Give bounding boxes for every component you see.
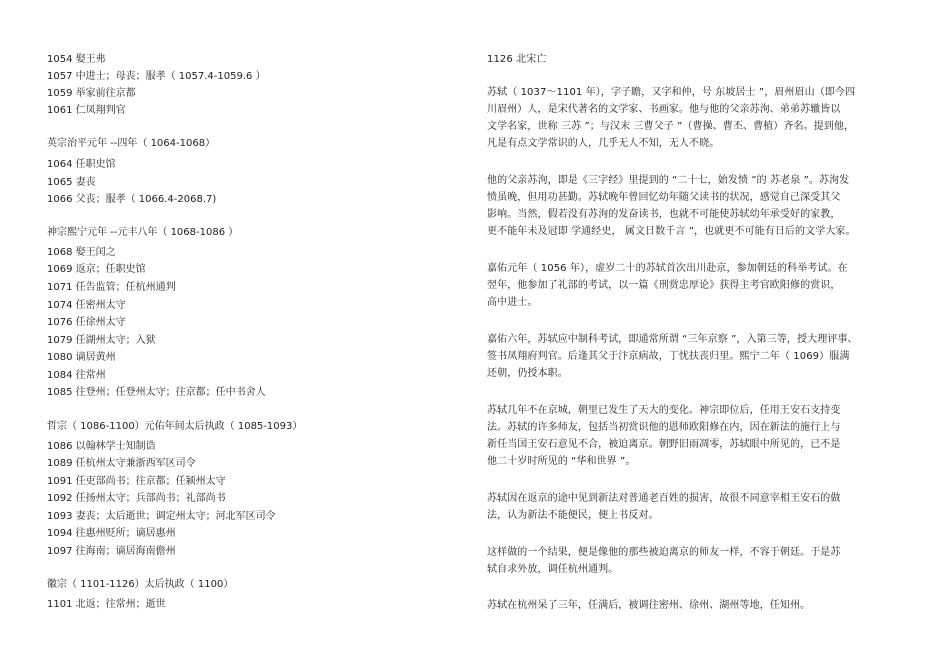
- timeline-entry: 1126 北宋亡: [487, 54, 547, 65]
- era-heading: 徽宗（ 1101-1126）太后执政（ 1100）: [47, 579, 234, 590]
- timeline-entry: 1071 任告监管；任杭州通判: [47, 282, 176, 293]
- paragraph-line: 高中进士。: [487, 297, 538, 308]
- paragraph-line: 文学名家，世称 三苏 ”；与汉末 三曹父子 ”（曹操、曹丕、曹植）齐名。提到他，: [487, 121, 855, 132]
- timeline-entry: 1089 任杭州太守兼浙西军区司令: [47, 458, 196, 469]
- paragraph-line: 嘉佑元年（ 1056 年），虚岁二十的苏轼首次出川赴京，参加朝廷的科举考试。在: [487, 263, 848, 274]
- paragraph-line: 苏轼在杭州呆了三年，任满后，被调往密州、徐州、湖州等地，任知州。: [487, 600, 811, 611]
- paragraph-line: 凡是有点文学常识的人，几乎无人不知，无人不晓。: [487, 138, 720, 149]
- timeline-entry: 1084 往常州: [47, 370, 106, 381]
- timeline-entry: 1069 返京；任职史馆: [47, 264, 146, 275]
- paragraph-line: 翌年，他参加了礼部的考试，以一篇《刑赏忠厚论》获得主考官欧阳修的赏识，: [487, 280, 841, 291]
- era-heading: 神宗熙宁元年 --元丰八年（ 1068-1086 ）: [47, 227, 239, 238]
- paragraph-line: 轼自求外放，调任杭州通判。: [487, 564, 619, 575]
- era-heading: 哲宗（ 1086-1100）元佑年间太后执政（ 1085-1093）: [47, 421, 303, 432]
- paragraph-line: 法。苏轼的许多师友，包括当初赏识他的恩师欧阳修在内，因在新法的施行上与: [487, 422, 841, 433]
- timeline-entry: 1059 举家前往京都: [47, 88, 136, 99]
- timeline-entry: 1091 任吏部尚书；往京都；任颍州太守: [47, 476, 226, 487]
- paragraph-line: 川眉州）人，是宋代著名的文学家、书画家。他与他的父亲苏洵、弟弟苏辙皆以: [487, 104, 841, 115]
- paragraph-line: 嘉佑六年，苏轼应中制科考试，即通常所谓 “三年京察 ”，入第三等，授大理评事、: [487, 334, 858, 345]
- timeline-entry: 1065 妻丧: [47, 177, 96, 188]
- timeline-entry: 1080 谪居黄州: [47, 352, 116, 363]
- paragraph-line: 更不能年未及冠即 学通经史， 属文日数千言 ”，也就更不可能有日后的文学大家。: [487, 226, 856, 237]
- timeline-entry: 1064 任职史馆: [47, 159, 116, 170]
- timeline-entry: 1057 中进士；母丧；服孝（ 1057.4-1059.6 ）: [47, 71, 266, 82]
- timeline-entry: 1068 娶王闰之: [47, 247, 116, 258]
- timeline-entry: 1061 仁凤翔判官: [47, 105, 126, 116]
- timeline-entry: 1097 往海南；谪居海南儋州: [47, 546, 176, 557]
- timeline-entry: 1085 往登州；任登州太守；往京都；任中书舍人: [47, 387, 266, 398]
- timeline-entry: 1093 妻丧；太后逝世；调定州太守；河北军区司令: [47, 511, 276, 522]
- paragraph-line: 新任当国王安石意见不合，被迫离京。朝野旧雨凋零，苏轼眼中所见的，已不是: [487, 439, 841, 450]
- paragraph-line: 法，认为新法不能便民，便上书反对。: [487, 510, 659, 521]
- timeline-entry: 1086 以翰林学士知制诰: [47, 441, 156, 452]
- paragraph-line: 苏轼（ 1037～1101 年），字子瞻，又字和仲，号 东坡居士 ”，眉州眉山（即今四: [487, 87, 856, 98]
- timeline-entry: 1066 父丧；服孝（ 1066.4-2068.7): [47, 194, 217, 205]
- timeline-entry: 1054 娶王弗: [47, 54, 106, 65]
- era-heading: 英宗治平元年 --四年（ 1064-1068）: [47, 138, 216, 149]
- paragraph-line: 影响。当然，假若没有苏洵的发奋读书，也就不可能使苏轼幼年承受好的家教，: [487, 209, 841, 220]
- timeline-entry: 1092 任扬州太守；兵部尚书；礼部尚书: [47, 493, 226, 504]
- paragraph-line: 他的父亲苏洵，即是《三字经》里提到的 “二十七，始发愤 ”的 苏老泉 ”。苏洵发: [487, 175, 850, 186]
- paragraph-line: 愤虽晚，但用功甚勤。苏轼晚年曾回忆幼年随父读书的状况，感觉自己深受其父: [487, 192, 841, 203]
- timeline-entry: 1094 往惠州贬所；谪居惠州: [47, 528, 176, 539]
- paragraph-line: 还朝，仍授本职。: [487, 368, 568, 379]
- paragraph-line: 苏轼几年不在京城，朝里已发生了天大的变化。神宗即位后，任用王安石支持变: [487, 405, 841, 416]
- timeline-entry: 1101 北返；往常州；逝世: [47, 599, 166, 610]
- paragraph-line: 他二十岁时所见的 “华和世界 ”。: [487, 456, 636, 467]
- paragraph-line: 这样做的一个结果，便是像他的那些被迫离京的师友一样，不容于朝廷。于是苏: [487, 547, 841, 558]
- timeline-entry: 1076 任徐州太守: [47, 317, 126, 328]
- paragraph-line: 签书凤翔府判官。后逢其父于汴京病故，丁忧扶丧归里。熙宁二年（ 1069）服满: [487, 351, 850, 362]
- paragraph-line: 苏轼因在返京的途中见到新法对普通老百姓的损害，故很不同意宰相王安石的做: [487, 493, 841, 504]
- timeline-entry: 1079 任湖州太守；入狱: [47, 335, 156, 346]
- timeline-entry: 1074 任密州太守: [47, 300, 126, 311]
